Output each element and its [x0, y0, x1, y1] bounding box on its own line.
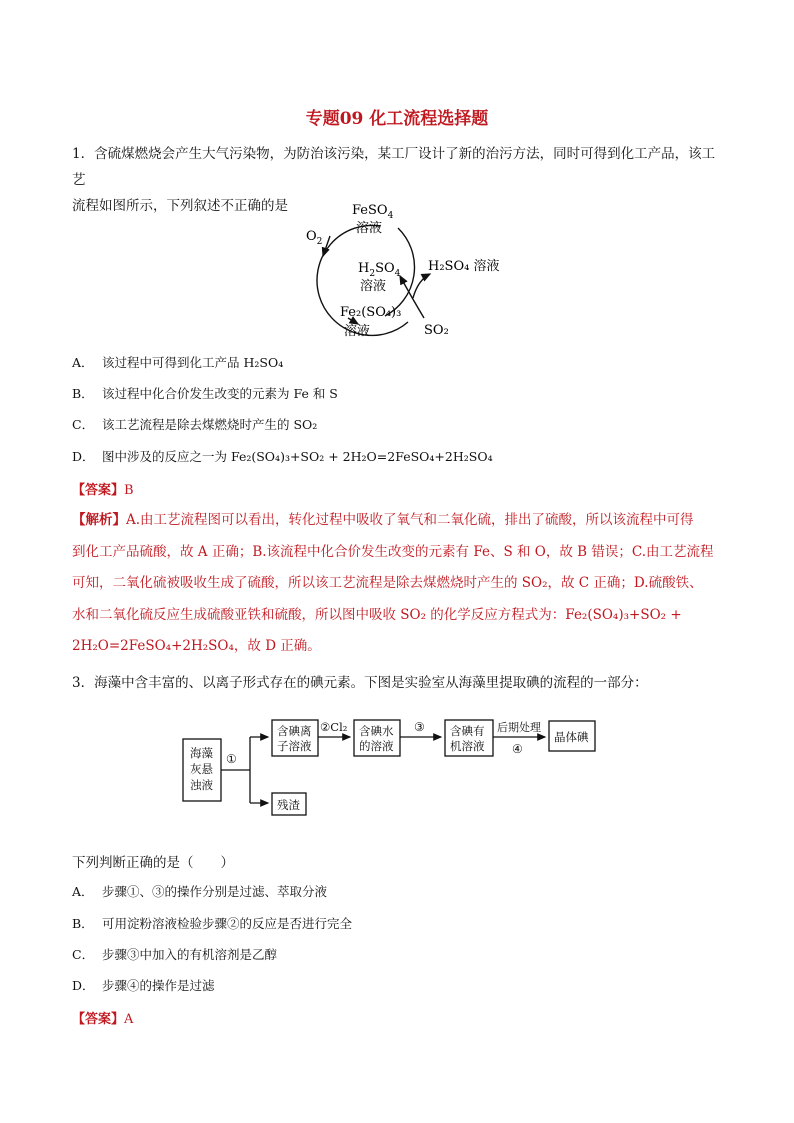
q3-option-d: D． 步骤④的操作是过滤 — [72, 978, 215, 993]
post-processing-label: 后期处理 — [497, 721, 541, 734]
step-2: ②Cl₂ — [320, 720, 348, 734]
svg-text:机溶液: 机溶液 — [450, 739, 485, 753]
q3-option-b: B． 可用淀粉溶液检验步骤②的反应是否进行完全 — [72, 916, 353, 931]
q1-cycle-diagram — [290, 198, 520, 344]
option-d: D． 图中涉及的反应之一为 Fe₂(SO₄)₃+SO₂ + 2H₂O=2FeSO₄+2H₂SO₄ — [72, 449, 493, 464]
label-h2so4-solution: H₂SO₄ 溶液 — [428, 259, 500, 274]
step-1: ① — [226, 752, 237, 766]
svg-text:灰悬: 灰悬 — [190, 762, 213, 776]
q3-option-a: A． 步骤①、③的操作分别是过滤、萃取分液 — [72, 884, 328, 899]
label-h2so4-inner-solution: 溶液 — [360, 279, 387, 294]
svg-text:残渣: 残渣 — [277, 798, 300, 812]
question-3-stem: 3．海藻中含丰富的、以离子形式存在的碘元素。下图是实验室从海藻里提取碘的流程的一部分： — [72, 675, 648, 691]
answer-3: 【答案】A — [72, 1012, 134, 1027]
svg-text:海藻: 海藻 — [190, 746, 213, 760]
option-c: C． 该工艺流程是除去煤燃烧时产生的 SO₂ — [72, 417, 318, 432]
q3-flow-diagram — [178, 715, 608, 833]
svg-text:子溶液: 子溶液 — [277, 739, 312, 753]
analysis-label: 【解析】 — [72, 512, 126, 528]
label-so2: SO₂ — [424, 323, 449, 338]
option-a: A． 该过程中可得到化工产品 H₂SO₄ — [72, 355, 284, 370]
analysis-1: 【解析】A.由工艺流程图可以看出，转化过程中吸收了氧气和二氧化硫，排出了硫酸，所以该流程中可得 到化工产品硫酸，故 A 正确；B.该流程中化合价发生改变的元素有 Fe、S 和 O，故 B 错误；C.由工艺流程 可知，二氧化硫被吸收生成了硫酸，所以该工艺流程是除去煤燃烧时产生的 SO₂，故 C 正确；D.硫酸铁、 水和二氧化硫反应生成硫酸亚铁和硫酸，所以图中吸收 SO₂ 的化学反应方程式为：Fe₂(SO₄)₃+SO₂ + 2H₂O=2FeSO₄+2H₂SO₄，故 D 正确。 — [72, 512, 714, 654]
label-feso4-solution: 溶液 — [356, 221, 383, 236]
q3-option-c: C． 步骤③中加入的有机溶剂是乙醇 — [72, 947, 278, 962]
question-3-prompt: 下列判断正确的是（ ） — [72, 855, 234, 871]
h2so4-outflow-arrow — [413, 274, 430, 298]
svg-text:浊液: 浊液 — [190, 778, 213, 792]
svg-text:含碘有: 含碘有 — [450, 724, 485, 738]
svg-text:含碘水: 含碘水 — [359, 724, 394, 738]
step-4: ④ — [512, 742, 523, 756]
question-1-stem-line2: 流程如图所示，下列叙述不正确的是 — [72, 198, 288, 214]
answer-1: 【答案】B — [72, 483, 134, 498]
label-fe2so43: Fe₂(SO₄)₃ — [340, 305, 402, 320]
option-b: B． 该过程中化合价发生改变的元素为 Fe 和 S — [72, 386, 338, 401]
step-3: ③ — [414, 720, 425, 734]
label-o2: $O_2$ — [306, 229, 323, 247]
svg-text:含碘离: 含碘离 — [277, 724, 312, 738]
label-feso4: FeSO$_4$ — [352, 203, 394, 221]
question-1-stem-line1: 1．含硫煤燃烧会产生大气污染物，为防治该污染，某工厂设计了新的治污方法，同时可得到化工产品，该工艺 — [72, 146, 716, 188]
label-fe2so43-solution: 溶液 — [344, 324, 371, 339]
page-title: 专题09 化工流程选择题 — [305, 109, 489, 129]
label-h2so4-inner: $H_2SO_4$ — [358, 261, 401, 279]
svg-text:的溶液: 的溶液 — [359, 739, 394, 753]
svg-text:晶体碘: 晶体碘 — [554, 730, 589, 744]
